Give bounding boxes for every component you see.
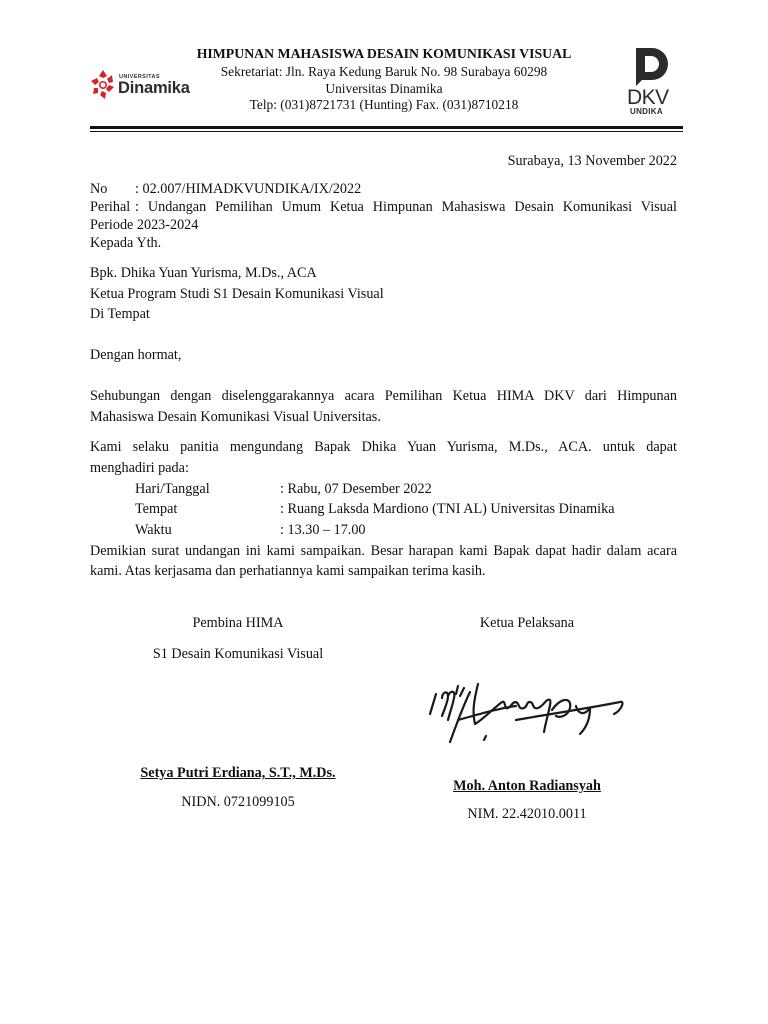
left-signer-role-1: Pembina HIMA (192, 615, 284, 631)
detail-time-label: Waktu (135, 522, 172, 538)
detail-day-label: Hari/Tanggal (135, 481, 210, 497)
organization-title: HIMPUNAN MAHASISWA DESAIN KOMUNIKASI VISUAL (196, 46, 572, 61)
recipient-name: Bpk. Dhika Yuan Yurisma, M.Ds., ACA (90, 265, 317, 281)
recipient-title: Ketua Program Studi S1 Desain Komunikasi Visual (90, 286, 384, 302)
addressee-label: Kepada Yth. (90, 235, 162, 251)
left-signer-id: NIDN. 0721099105 (181, 794, 295, 810)
dkv-logo-text: DKV (627, 86, 669, 109)
secretariat-address: Sekretariat: Jln. Raya Kedung Baruk No. 98 Surabaya 60298 (220, 64, 548, 79)
dkv-logo-icon (628, 44, 672, 88)
subject-line-1: : Undangan Pemilihan Umum Ketua Himpunan Mahasiswa Desain Komunikasi Visual (135, 199, 677, 215)
detail-time-value: : 13.30 – 17.00 (280, 522, 366, 538)
left-signer-role-2: S1 Desain Komunikasi Visual (152, 646, 324, 662)
dkv-logo-subtext: UNDIKA (630, 107, 663, 116)
closing-line-2: kami. Atas kerjasama dan perhatiannya kami sampaikan terima kasih. (90, 563, 486, 579)
detail-place-value: : Ruang Laksda Mardiono (TNI AL) Universitas Dinamika (280, 501, 615, 517)
left-signer-name: Setya Putri Erdiana, S.T., M.Ds. (140, 765, 336, 781)
letter-number-value: : 02.007/HIMADKVUNDIKA/IX/2022 (135, 181, 362, 197)
right-signer-id: NIM. 22.42010.0011 (467, 806, 587, 822)
dkv-logo (624, 44, 680, 120)
detail-place-label: Tempat (135, 501, 178, 517)
university-name: Universitas Dinamika (325, 81, 443, 96)
paragraph-2-line-1: Kami selaku panitia mengundang Bapak Dhika Yuan Yurisma, M.Ds., ACA. untuk dapat (90, 439, 677, 455)
paragraph-2-line-2: menghadiri pada: (90, 460, 189, 476)
logo-small-text: UNIVERSITAS (119, 74, 160, 80)
paragraph-1-line-1: Sehubungan dengan diselenggarakannya acara Pemilihan Ketua HIMA DKV dari Himpunan (90, 388, 677, 404)
header-divider-thin (90, 131, 683, 132)
recipient-place: Di Tempat (90, 306, 150, 322)
subject-line-2: Periode 2023-2024 (90, 217, 199, 233)
right-signer-role: Ketua Pelaksana (479, 615, 575, 631)
contact-phone: Telp: (031)8721731 (Hunting) Fax. (031)8710218 (249, 97, 519, 112)
letter-number-label: No (90, 181, 108, 197)
logo-name-text: Dinamika (118, 79, 190, 97)
handwritten-signature-icon (420, 680, 630, 750)
greeting: Dengan hormat, (90, 347, 182, 363)
header-divider-thick (90, 126, 683, 129)
closing-line-1: Demikian surat undangan ini kami sampaikan. Besar harapan kami Bapak dapat hadir dalam acara (90, 543, 677, 559)
paragraph-1-line-2: Mahasiswa Desain Komunikasi Visual Universitas. (90, 409, 381, 425)
subject-label: Perihal (90, 199, 131, 215)
letter-date: Surabaya, 13 November 2022 (507, 153, 677, 169)
letterhead (0, 0, 768, 140)
right-signer-name: Moh. Anton Radiansyah (453, 778, 601, 794)
detail-day-value: : Rabu, 07 Desember 2022 (280, 481, 432, 497)
